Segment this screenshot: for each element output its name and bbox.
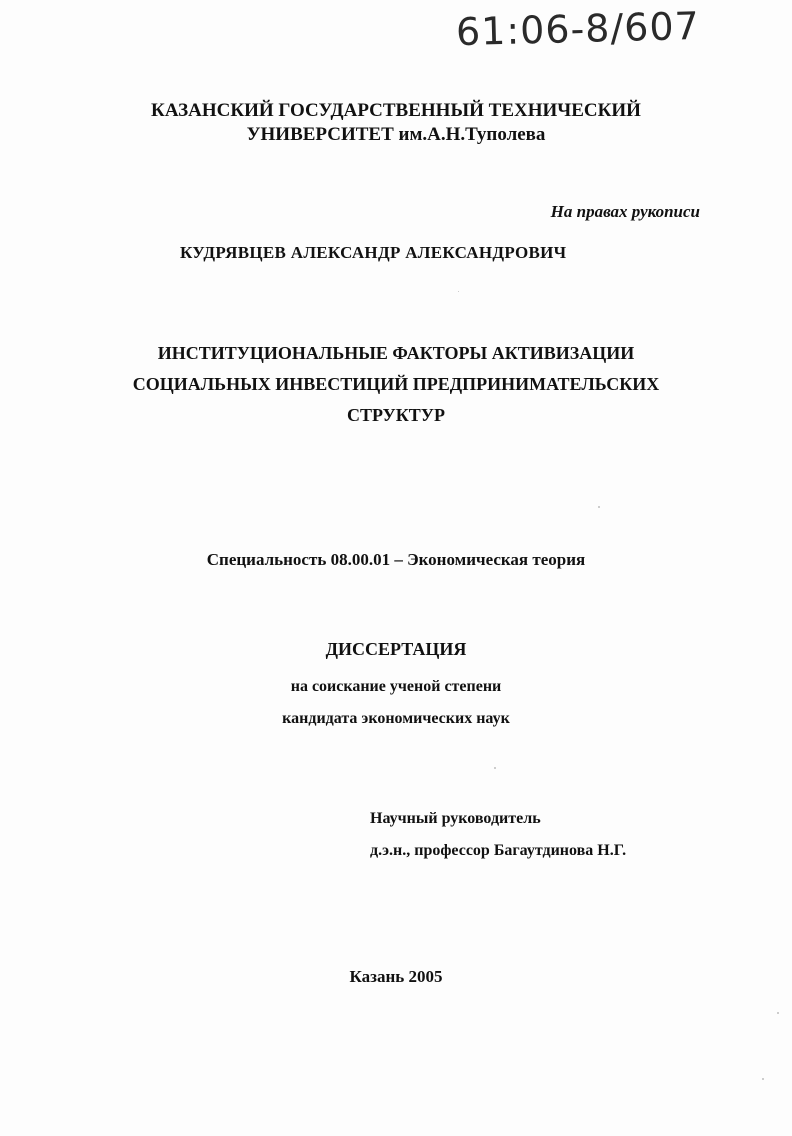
title-line-1: ИНСТИТУЦИОНАЛЬНЫЕ ФАКТОРЫ АКТИВИЗАЦИИ (157, 343, 635, 363)
supervisor-name: д.э.н., профессор Багаутдинова Н.Г. (370, 842, 627, 859)
author-name: КУДРЯВЦЕВ АЛЕКСАНДР АЛЕКСАНДРОВИЧ (180, 243, 567, 262)
specialty: Специальность 08.00.01 – Экономическая теория (206, 550, 586, 569)
university-name (0, 99, 792, 147)
scan-speck (598, 506, 600, 508)
degree-statement (0, 671, 792, 735)
scan-speck (458, 291, 459, 292)
university-line-2: УНИВЕРСИТЕТ им.А.Н.Туполева (246, 124, 546, 145)
rights-note: На правах рукописи (550, 202, 700, 221)
scan-speck (777, 1012, 779, 1014)
scan-speck (762, 1078, 764, 1080)
city-year: Казань 2005 (349, 967, 443, 986)
degree-line-1: на соискание ученой степени (290, 678, 502, 695)
supervisor-block (370, 803, 626, 867)
dissertation-title (0, 338, 792, 431)
supervisor-label: Научный руководитель (370, 810, 541, 827)
title-line-3: СТРУКТУР (346, 405, 446, 425)
scan-speck (494, 767, 496, 769)
university-line-1: КАЗАНСКИЙ ГОСУДАРСТВЕННЫЙ ТЕХНИЧЕСКИЙ (151, 100, 641, 121)
title-line-2: СОЦИАЛЬНЫХ ИНВЕСТИЦИЙ ПРЕДПРИНИМАТЕЛЬСКИХ (132, 374, 660, 394)
archive-number-handwritten: 61:06-8/607 (455, 3, 701, 55)
document-type: ДИССЕРТАЦИЯ (325, 639, 467, 659)
degree-line-2: кандидата экономических наук (282, 710, 510, 727)
